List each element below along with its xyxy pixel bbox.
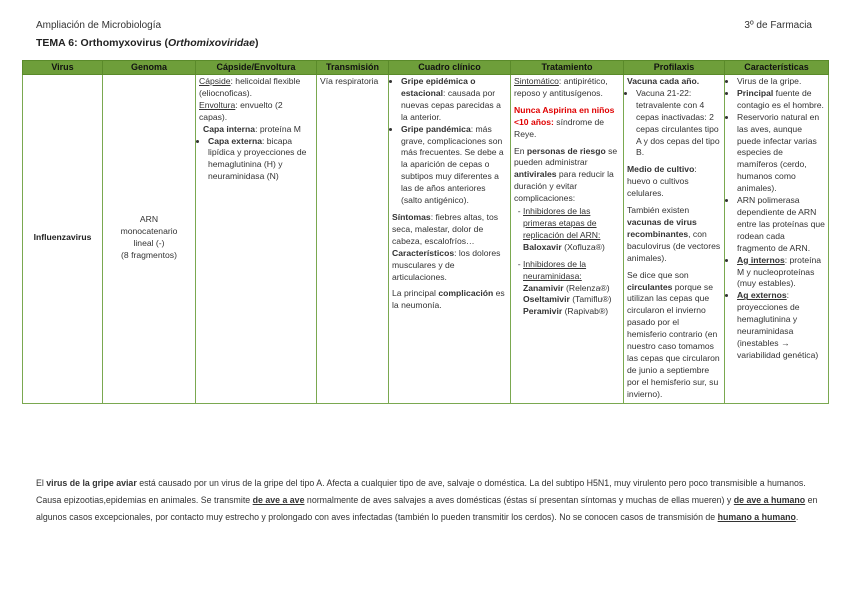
- cell-profilaxis: Vacuna cada año. • Vacuna 21-22: tetravalente con 4 cepas inactivadas: 2 cepas circulantes tipo A y dos cepas del tipo B. Medio de cultivo: huevo o cultivos celulares. También existen vacunas de virus recombinantes, con baculovirus (de vectores animales). Se dice que son circulantes porque se utilizan las cepas que circularon el invierno pasado por el hemisferio contrario (en nuestro caso tomamos las cepas que circularon de junio a septiembre por el hemisferio sur, su invierno).: [624, 75, 725, 404]
- col-virus: Virus: [23, 61, 103, 75]
- degree-name: 3º de Farmacia: [744, 20, 812, 31]
- list-item: Oseltamivir (Tamiflu®): [523, 294, 612, 305]
- col-tratamiento: Tratamiento: [511, 61, 624, 75]
- title-italic: Orthomixoviridae: [168, 37, 255, 49]
- col-profilaxis: Profilaxis: [624, 61, 725, 75]
- aspirina-warning: Nunca Aspirina en niños <10 años:: [514, 104, 615, 127]
- gripe-aviar-note: El virus de la gripe aviar está causado por un virus de la gripe del tipo A. Afecta a cualquier tipo de ave, salvaje o doméstica. La del subtipo H5N1, muy virulento pero poco transmisible a humanos. Causa epizootias,epidemias en animales. Se transmite de ave a ave normalmente de aves salvajes a aves domésticas (éstas sí presentan síntomas y muchas de ellas mueren) y de ave a humano en algunos casos excepcionales, por contacto muy estrecho y prolongado con aves infectadas (también lo pueden transmitir los cerdos). No se conocen casos de transmisión de humano a humano.: [36, 478, 818, 522]
- col-transmision: Transmisión: [317, 61, 389, 75]
- cell-tratamiento: Sintomático: antipirético, reposo y antitusígenos. Nunca Aspirina en niños <10 años: síndrome de Reye. En personas de riesgo se pueden administrar antivirales para reducir la duración y evitar complicaciones: - Inhibidores de las primeras etapas de replicación del ARN: Baloxavir (Xofluza®) - Inhibidores de la neuraminidasa: Zanamivir (Relenza®) Oseltamivir (Tamiflu®) Peramivir (Rapivab®): [511, 75, 624, 404]
- col-caracteristicas: Características: [725, 61, 829, 75]
- cell-capside: Cápside: helicoidal flexible (eliocnoficas). Envoltura: envuelto (2 capas). Capa interna: proteína M • Capa externa: bicapa lipídica y proyecciones de hemaglutinina (H) y neuraminidasa (N): [196, 75, 317, 404]
- page-title: TEMA 6: Orthomyxovirus (Orthomixoviridae): [36, 37, 259, 49]
- cell-genoma: ARN monocatenario lineal (-) (8 fragmentos): [103, 75, 196, 404]
- col-cuadro: Cuadro clínico: [389, 61, 511, 75]
- virus-table: [22, 60, 829, 404]
- cell-virus: Influenzavirus: [23, 75, 103, 404]
- col-genoma: Genoma: [103, 61, 196, 75]
- list-item: Zanamivir (Relenza®): [523, 282, 610, 293]
- table-row: [23, 75, 829, 404]
- cell-cuadro: • Gripe epidémica o estacional: causada por nuevas cepas parecidas a la anterior. • Gripe pandémica: más grave, complicaciones son más frecuentes. Se debe a la aparición de cepas o subtipos muy diferentes a las de años anteriores (salto antigénico). Síntomas: fiebres altas, tos seca, malestar, dolor de cabeza, escalofríos… Característicos: los dolores musculares y de articulaciones. La principal complicación es la neumonía.: [389, 75, 511, 404]
- cell-transmision: Vía respiratoria: [317, 75, 389, 404]
- table-header-row: [23, 61, 829, 75]
- cell-caracteristicas: • Virus de la gripe. • Principal fuente de contagio es el hombre. • Reservorio natural en las aves, aunque puede infectar varias especies de mamíferos (cerdo, humanos como animales). • ARN polimerasa dependiente de ARN entre las proteínas que rodean cada fragmento de ARN. • Ag internos: proteína M y nucleoproteínas (muy estables). • Ag externos: proyecciones de hemaglutinina y neuraminidasa (inestables → variabilidad genética): [725, 75, 829, 404]
- col-capside: Cápside/Envoltura: [196, 61, 317, 75]
- list-item: Peramivir (Rapivab®): [523, 306, 609, 317]
- course-name: Ampliación de Microbiología: [36, 20, 162, 31]
- page-header: [36, 20, 812, 31]
